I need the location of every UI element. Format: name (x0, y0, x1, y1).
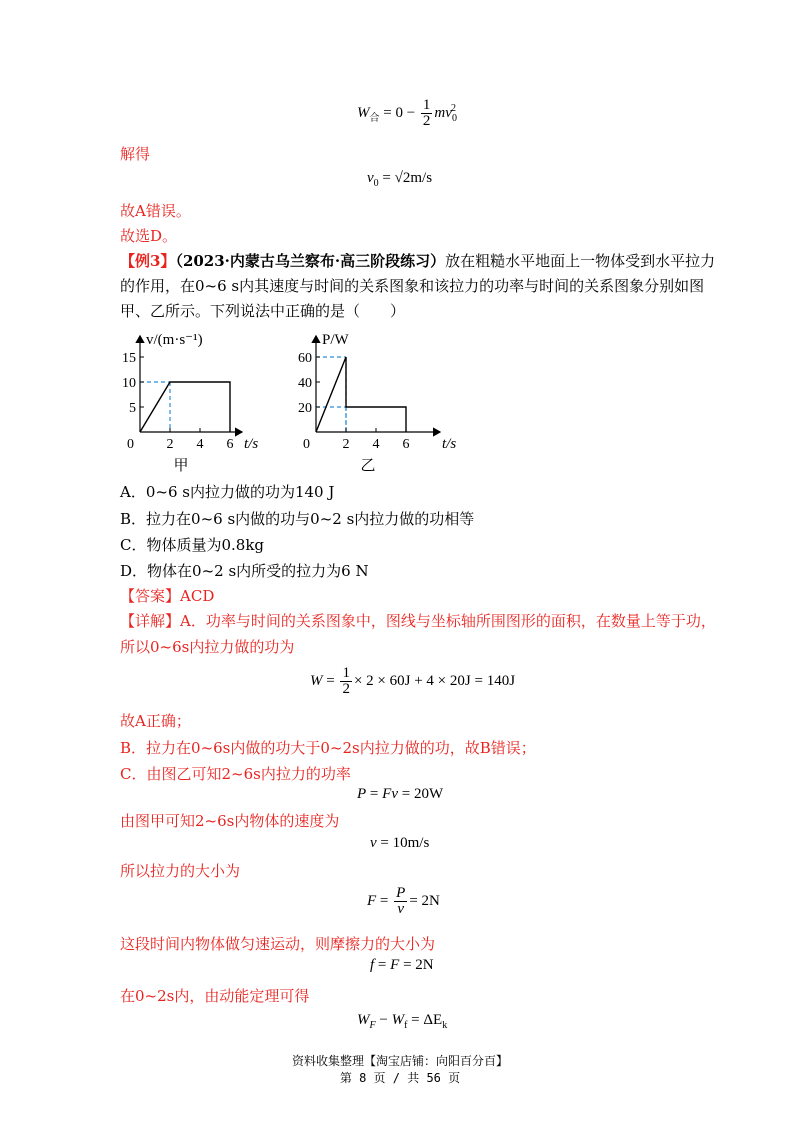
eq-subscript: 0 (451, 112, 457, 124)
origin-label: 0 (127, 437, 134, 452)
answer-value: ACD (180, 587, 215, 605)
numerator: P (396, 885, 406, 901)
text-friction: 这段时间内物体做匀速运动，则摩擦力的大小为 (120, 935, 436, 953)
y-tick-label: 60 (298, 351, 312, 366)
x-tick-label: 4 (372, 437, 380, 452)
eq-subscript: F (369, 1020, 376, 1031)
answer-label: 【答案】 (120, 587, 181, 605)
numerator: 1 (342, 665, 350, 681)
y-tick-label: 40 (298, 376, 312, 391)
eq-superscript: 2 (450, 102, 456, 114)
eq-symbol: v (367, 170, 374, 186)
eq-text: = (377, 957, 387, 973)
origin-label: 0 (303, 437, 310, 452)
series-line-v (140, 382, 230, 432)
y-tick-label: 10 (122, 376, 136, 391)
option-a: A．0~6 s内拉力做的功为140 J (120, 483, 335, 501)
figure-charts (118, 322, 458, 472)
eq-text: = ΔE (411, 1012, 443, 1028)
footer-source: 资料收集整理【淘宝店铺：向阳百分百】 (291, 1054, 508, 1068)
denominator: v (397, 901, 405, 917)
eq-symbol: W (357, 1012, 370, 1028)
numerator: 1 (422, 97, 431, 113)
example-line-1 (120, 250, 715, 272)
equation-work-total (357, 98, 456, 129)
denominator: 2 (422, 113, 431, 129)
eq-text: = 10m/s (380, 835, 430, 851)
eq-text: = 0 − (383, 104, 416, 121)
eq-symbol: v (370, 835, 377, 851)
option-b: B．拉力在0~6 s内做的功与0~2 s内拉力做的功相等 (120, 510, 475, 528)
footer-page: 第 8 页 / 共 56 页 (339, 1071, 461, 1085)
text-0-2s: 在0~2s内，由动能定理可得 (120, 987, 310, 1005)
x-tick-label: 2 (166, 437, 174, 452)
eq-subscript: 合 (369, 112, 380, 124)
equation-kinetic-energy (357, 1012, 447, 1031)
example-source: （2023·内蒙古乌兰察布·高三阶段练习） (175, 252, 446, 270)
detail-label: 【详解】 (120, 612, 181, 630)
equation-velocity (370, 835, 429, 852)
text-b: B．拉力在0~6s内做的功大于0~2s内拉力做的功，故B错误； (120, 739, 536, 757)
fraction (421, 98, 433, 129)
text-a-right: 故A正确； (120, 712, 191, 730)
fraction (394, 886, 407, 917)
eq-symbol: W (310, 672, 323, 689)
eq-symbol: v (445, 104, 452, 121)
example-line-2: 的作用，在0~6 s内其速度与时间的关系图象和该拉力的功率与时间的关系图象分别如图 (120, 277, 705, 295)
option-c: C．物体质量为0.8kg (120, 536, 265, 554)
text-velocity: 由图甲可知2~6s内物体的速度为 (120, 812, 340, 830)
x-axis-label: t/s (244, 436, 259, 452)
series-line-P (316, 357, 406, 432)
eq-text: = (326, 672, 335, 689)
eq-symbol: m (434, 104, 446, 121)
eq-symbol: F (382, 786, 392, 802)
x-tick-label: 2 (342, 437, 350, 452)
eq-symbol: F (390, 957, 400, 973)
chart-yi (298, 332, 456, 472)
eq-subscript: f (404, 1020, 408, 1031)
y-axis-label: P/W (322, 332, 349, 348)
eq-symbol: F (367, 892, 377, 909)
example-text: 放在粗糙水平地面上一物体受到水平拉力 (445, 252, 716, 270)
y-tick-label: 5 (129, 401, 136, 416)
detail-line-2: 所以0~6s内拉力做的功为 (120, 638, 295, 656)
eq-text: = 2N (409, 892, 440, 909)
eq-subscript: 0 (373, 178, 379, 189)
eq-text: × 2 × 60J + 4 × 20J = 140J (353, 672, 516, 689)
equation-friction (370, 957, 434, 974)
eq-symbol: v (391, 786, 398, 802)
eq-text: = (369, 786, 379, 802)
text-a-wrong: 故A错误。 (120, 202, 191, 220)
chart-caption: 甲 (173, 458, 189, 472)
x-tick-label: 4 (196, 437, 204, 452)
chart-caption: 乙 (360, 458, 376, 472)
equation-work-sum (310, 666, 515, 697)
y-tick-label: 15 (122, 351, 136, 366)
equation-v0 (367, 170, 432, 189)
x-axis-label: t/s (442, 436, 457, 452)
eq-text: = √2m/s (382, 170, 433, 186)
eq-symbol: f (370, 957, 375, 973)
equation-force (367, 886, 440, 917)
x-tick-label: 6 (402, 437, 410, 452)
text-force-size: 所以拉力的大小为 (120, 862, 241, 880)
denominator: 2 (342, 681, 350, 697)
text-jiede: 解得 (120, 145, 151, 163)
chart-jia (122, 332, 258, 472)
x-tick-label: 6 (226, 437, 234, 452)
y-tick-label: 20 (298, 401, 312, 416)
text-choose-d: 故选D。 (120, 227, 178, 245)
detail-text: A．功率与时间的关系图象中，图线与坐标轴所围图形的面积，在数量上等于功， (180, 612, 716, 630)
answer-line (120, 585, 214, 607)
example-label: 【例3】 (120, 252, 176, 270)
eq-text: = (379, 892, 389, 909)
eq-symbol: W (357, 104, 370, 121)
eq-text: = 20W (401, 786, 444, 802)
equation-power (357, 786, 443, 803)
eq-text: = 2N (403, 957, 434, 973)
eq-text: − (379, 1012, 388, 1028)
eq-symbol: W (391, 1012, 405, 1028)
example-line-3: 甲、乙所示。下列说法中正确的是（ ） (120, 302, 406, 320)
y-axis-label: v/(m·s⁻¹) (146, 332, 203, 348)
eq-symbol: P (357, 786, 367, 802)
text-c: C．由图乙可知2~6s内拉力的功率 (120, 765, 351, 783)
detail-line-1 (120, 610, 716, 632)
fraction (340, 666, 352, 697)
eq-subscript: k (442, 1020, 448, 1031)
option-d: D．物体在0~2 s内所受的拉力为6 N (120, 562, 369, 580)
